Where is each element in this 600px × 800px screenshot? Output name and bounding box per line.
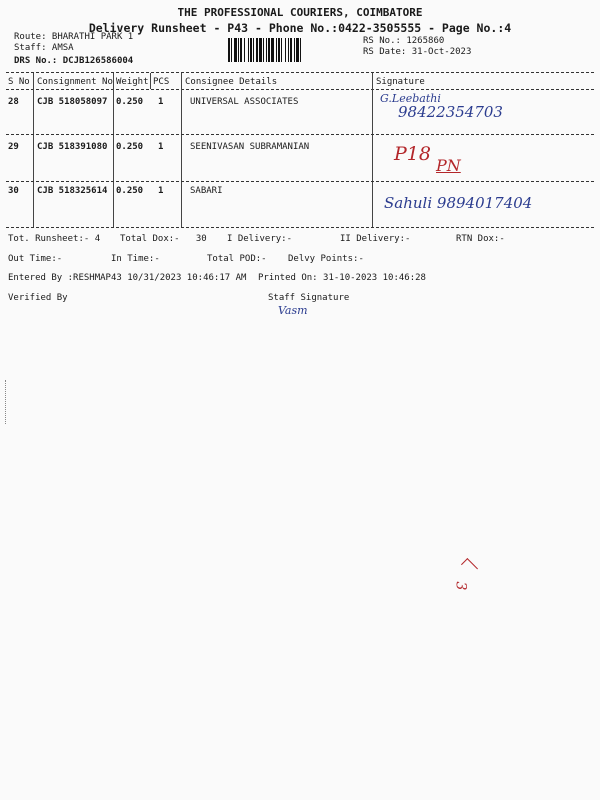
- column-rule: [372, 73, 373, 228]
- barcode: [228, 38, 356, 62]
- scan-artifact: [0, 380, 6, 424]
- i-delivery: I Delivery:-: [227, 234, 293, 244]
- barcode-bar: [290, 38, 292, 62]
- barcode-bar: [263, 38, 264, 62]
- barcode-bar: [294, 38, 295, 62]
- barcode-bar: [244, 38, 245, 62]
- row-consignment: CJB 518325614: [37, 186, 108, 196]
- divider: [6, 181, 594, 182]
- row-pcs: 1: [158, 142, 164, 152]
- barcode-bar: [256, 38, 258, 62]
- barcode-bar: [268, 38, 270, 62]
- col-header-weight: Weight: [116, 77, 149, 87]
- row-consignee: SABARI: [190, 186, 223, 196]
- drs-number: DRS No.: DCJB126586004: [14, 56, 134, 66]
- entered-by: Entered By :RESHMAP43 10/31/2023 10:46:17 AM: [8, 273, 247, 283]
- row-sno: 29: [8, 142, 19, 152]
- handwritten-signature: Sahuli 9894017404: [384, 194, 533, 212]
- barcode-bar: [271, 38, 274, 62]
- barcode-bar: [228, 38, 230, 62]
- divider: [6, 227, 594, 228]
- barcode-bar: [266, 38, 267, 62]
- verified-by: Verified By: [8, 293, 68, 303]
- row-consignment: CJB 518391080: [37, 142, 108, 152]
- out-time: Out Time:-: [8, 254, 63, 264]
- route-label: Route: BHARATHI PARK 1: [14, 32, 134, 42]
- ii-delivery: II Delivery:-: [340, 234, 411, 244]
- divider: [6, 134, 594, 135]
- barcode-bar: [234, 38, 237, 62]
- column-rule: [150, 73, 151, 89]
- barcode-bar: [276, 38, 277, 62]
- col-header-signature: Signature: [376, 77, 425, 87]
- row-sno: 28: [8, 97, 19, 107]
- pen-mark: [461, 558, 478, 575]
- barcode-bar: [253, 38, 254, 62]
- handwritten-phone: 98422354703: [398, 103, 503, 121]
- col-header-pcs: PCS: [153, 77, 170, 87]
- printed-on: Printed On: 31-10-2023 10:46:28: [258, 273, 426, 283]
- column-rule: [113, 73, 114, 228]
- staff-label: Staff: AMSA: [14, 43, 74, 53]
- barcode-bar: [278, 38, 280, 62]
- handwritten-note: P18: [394, 143, 431, 165]
- row-weight: 0.250: [116, 186, 144, 196]
- row-pcs: 1: [158, 186, 164, 196]
- tot-runsheet: Tot. Runsheet:- 4: [8, 234, 101, 244]
- row-weight: 0.250: [116, 142, 144, 152]
- column-rule: [33, 73, 34, 228]
- row-weight: 0.250: [116, 97, 144, 107]
- barcode-bar: [240, 38, 242, 62]
- barcode-bar: [300, 38, 301, 62]
- col-header-consignment: Consignment No: [37, 77, 113, 87]
- in-time: In Time:-: [111, 254, 160, 264]
- handwritten-note: PN: [436, 156, 461, 175]
- barcode-bar: [259, 38, 262, 62]
- handwritten-mark: 3: [452, 581, 469, 591]
- divider: [6, 89, 594, 90]
- handwritten-signature: G.Leebathi: [380, 92, 441, 105]
- delvy-points: Delvy Points:-: [288, 254, 364, 264]
- staff-signature-label: Staff Signature: [268, 293, 350, 303]
- rs-date: RS Date: 31-Oct-2023: [363, 47, 472, 57]
- barcode-bar: [238, 38, 239, 62]
- divider: [6, 72, 594, 73]
- row-consignee: UNIVERSAL ASSOCIATES: [190, 97, 299, 107]
- col-header-consignee: Consignee Details: [185, 77, 278, 87]
- barcode-bar: [231, 38, 232, 62]
- barcode-bar: [288, 38, 289, 62]
- row-consignee: SEENIVASAN SUBRAMANIAN: [190, 142, 310, 152]
- column-rule: [181, 73, 182, 228]
- rs-number: RS No.: 1265860: [363, 36, 445, 46]
- total-dox: Total Dox:- 30: [120, 234, 207, 244]
- barcode-bar: [248, 38, 249, 62]
- rtn-dox: RTN Dox:-: [456, 234, 505, 244]
- row-consignment: CJB 518058097: [37, 97, 108, 107]
- barcode-bar: [296, 38, 299, 62]
- total-pod: Total POD:-: [207, 254, 267, 264]
- document-title: THE PROFESSIONAL COURIERS, COIMBATORE: [177, 6, 423, 19]
- col-header-sno: S No: [8, 77, 30, 87]
- barcode-bar: [250, 38, 252, 62]
- row-sno: 30: [8, 186, 19, 196]
- document-subtitle: Delivery Runsheet - P43 - Phone No.:0422-3505555 - Page No.:4: [88, 21, 512, 35]
- barcode-bar: [285, 38, 286, 62]
- barcode-bar: [281, 38, 282, 62]
- staff-signature: Vasm: [278, 304, 308, 317]
- row-pcs: 1: [158, 97, 164, 107]
